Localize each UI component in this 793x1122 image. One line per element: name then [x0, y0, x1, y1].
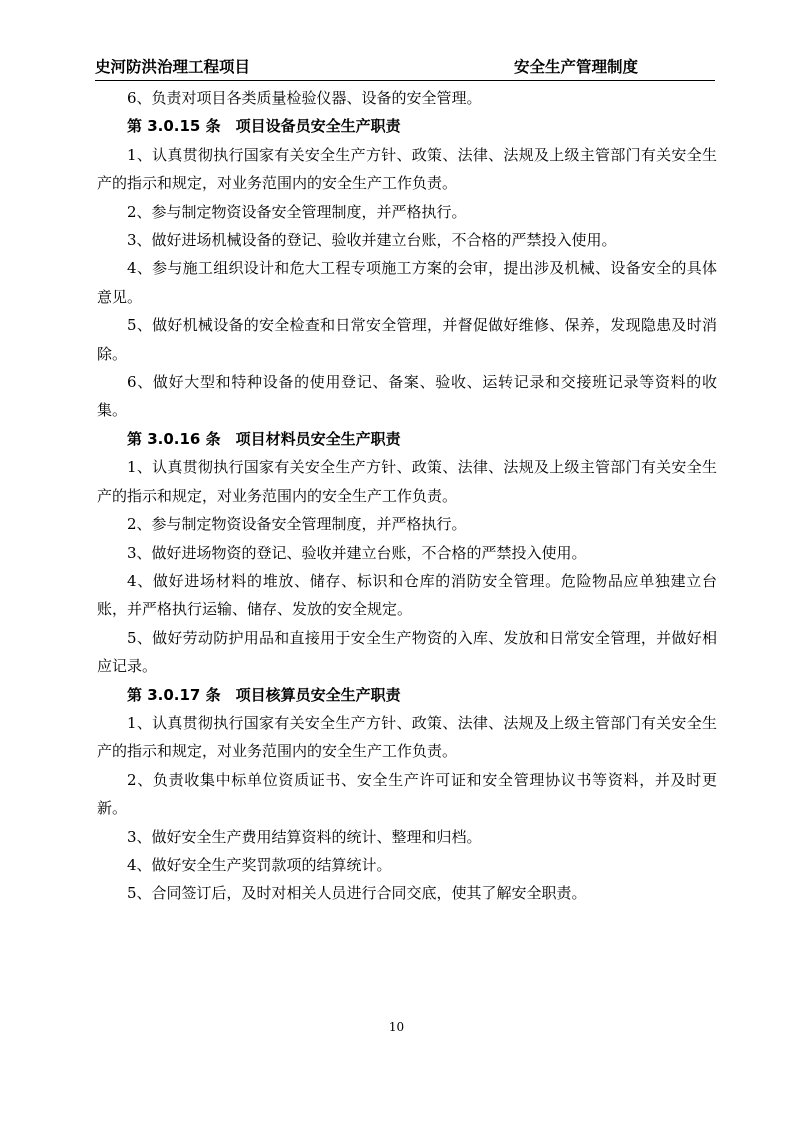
paragraph: 4、参与施工组织设计和危大工程专项施工方案的会审，提出涉及机械、设备安全的具体意见。	[97, 259, 717, 306]
paragraph: 2、参与制定物资设备安全管理制度，并严格执行。	[127, 515, 467, 534]
paragraph: 1、认真贯彻执行国家有关安全生产方针、政策、法律、法规及上级主管部门有关安全生产的指示和规定，对业务范围内的安全生产工作负责。	[97, 145, 717, 193]
paragraph: 5、做好劳动防护用品和直接用于安全生产物资的入库、发放和日常安全管理，并做好相应记录。	[97, 628, 717, 676]
article-heading: 第 3.0.16 条 项目材料员安全生产职责	[127, 429, 401, 448]
paragraph: 3、做好进场机械设备的登记、验收并建立台账，不合格的严禁投入使用。	[127, 231, 617, 250]
paragraph: 5、合同签订后，及时对相关人员进行合同交底，使其了解安全职责。	[127, 884, 587, 903]
paragraph: 1、认真贯彻执行国家有关安全生产方针、政策、法律、法规及上级主管部门有关安全生产的指示和规定，对业务范围内的安全生产工作负责。	[97, 458, 717, 505]
page-header	[95, 56, 715, 81]
paragraph: 1、认真贯彻执行国家有关安全生产方针、政策、法律、法规及上级主管部门有关安全生产的指示和规定，对业务范围内的安全生产工作负责。	[97, 713, 717, 761]
paragraph: 2、参与制定物资设备安全管理制度，并严格执行。	[127, 202, 467, 221]
paragraph: 2、负责收集中标单位资质证书、安全生产许可证和安全管理协议书等资料，并及时更新。	[97, 770, 717, 818]
paragraph: 6、负责对项目各类质量检验仪器、设备的安全管理。	[127, 89, 482, 107]
header-project-title: 史河防洪治理工程项目	[95, 58, 251, 76]
page-number: 10	[388, 1020, 405, 1034]
header-document-title: 安全生产管理制度	[514, 58, 639, 76]
paragraph: 6、做好大型和特种设备的使用登记、备案、验收、运转记录和交接班记录等资料的收集。	[97, 373, 717, 420]
paragraph: 3、做好进场物资的登记、验收并建立台账，不合格的严禁投入使用。	[127, 543, 587, 562]
article-heading: 第 3.0.17 条 项目核算员安全生产职责	[127, 685, 401, 704]
paragraph: 3、做好安全生产费用结算资料的统计、整理和归档。	[127, 827, 482, 846]
paragraph: 5、做好机械设备的安全检查和日常安全管理，并督促做好维修、保养，发现隐患及时消除。	[97, 316, 717, 363]
article-heading: 第 3.0.15 条 项目设备员安全生产职责	[127, 117, 401, 136]
paragraph: 4、做好进场材料的堆放、储存、标识和仓库的消防安全管理。危险物品应单独建立台账，并严格执行运输、储存、发放的安全规定。	[97, 571, 717, 619]
paragraph: 4、做好安全生产奖罚款项的结算统计。	[127, 855, 392, 874]
document-body	[97, 84, 717, 908]
